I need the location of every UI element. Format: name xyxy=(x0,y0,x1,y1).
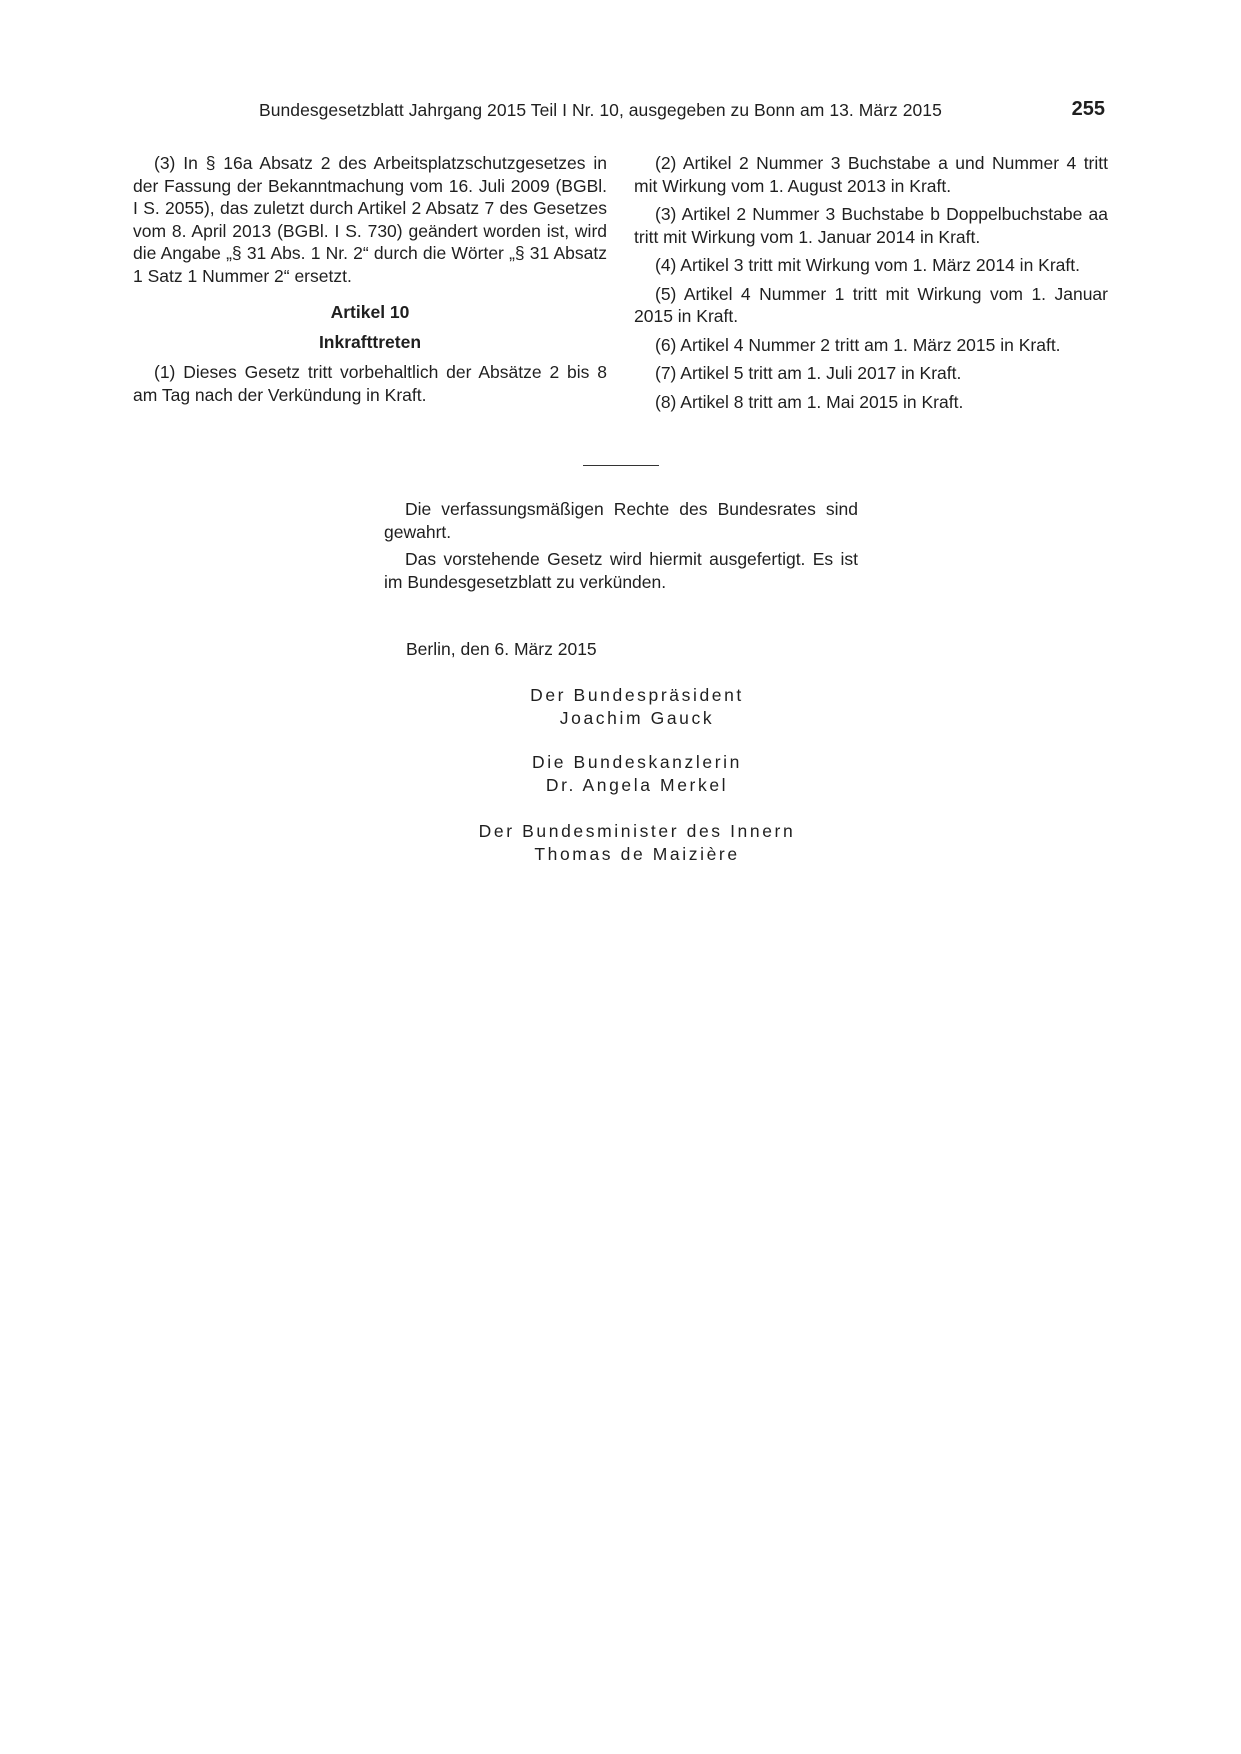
paragraph-5: (5) Artikel 4 Nummer 1 tritt mit Wirkung vom 1. Januar 2015 in Kraft. xyxy=(634,283,1108,326)
paragraph-6: (6) Artikel 4 Nummer 2 tritt am 1. März 2015 in Kraft. xyxy=(655,334,1061,355)
rights-statement: Die verfassungsmäßigen Rechte des Bundesrates sind gewahrt. xyxy=(384,499,858,542)
signature-block-chancellor xyxy=(332,751,942,797)
signature-block-interior-minister xyxy=(332,820,942,866)
left-column xyxy=(133,152,607,412)
closing-formula xyxy=(384,498,858,598)
paragraph-4: (4) Artikel 3 tritt mit Wirkung vom 1. März 2014 in Kraft. xyxy=(655,255,1080,275)
section-divider xyxy=(583,465,659,466)
place-and-date: Berlin, den 6. März 2015 xyxy=(406,639,597,659)
signatory-office: Der Bundespräsident xyxy=(530,685,744,705)
page-number: 255 xyxy=(1071,98,1105,120)
signatory-office: Der Bundesminister des Innern xyxy=(478,821,796,841)
paragraph-2: (2) Artikel 2 Nummer 3 Buchstabe a und Nummer 4 tritt mit Wirkung vom 1. August 2013 in Kraft. xyxy=(634,153,1108,196)
paragraph-3-amendment: (3) In § 16a Absatz 2 des Arbeitsplatzschutzgesetzes in der Fassung der Bekanntmachung vom 16. Juli 2009 (BGBl. I S. 2055), das zuletzt durch Artikel 2 Absatz 7 des Gesetzes vom 8. April 2013 (BGBl. I S. 730) geändert worden ist, wird die Angabe „§ 31 Abs. 1 Nr. 2“ durch die Wörter „§ 31 Absatz 1 Satz 1 Nummer 2“ ersetzt. xyxy=(133,153,607,286)
signature-block-president xyxy=(332,684,942,730)
signatory-name: Joachim Gauck xyxy=(559,708,715,728)
paragraph-7: (7) Artikel 5 tritt am 1. Juli 2017 in Kraft. xyxy=(655,363,962,383)
signatory-name: Thomas de Maizière xyxy=(534,844,740,864)
running-header: Bundesgesetzblatt Jahrgang 2015 Teil I Nr. 10, ausgegeben zu Bonn am 13. März 2015 xyxy=(259,100,942,120)
signatory-name: Dr. Angela Merkel xyxy=(545,775,729,795)
promulgation-statement: Das vorstehende Gesetz wird hiermit ausgefertigt. Es ist im Bundesgesetzblatt zu verkünden. xyxy=(384,549,858,592)
paragraph-1-entry-into-force: (1) Dieses Gesetz tritt vorbehaltlich der Absätze 2 bis 8 am Tag nach der Verkündung in Kraft. xyxy=(133,362,607,405)
paragraph-8: (8) Artikel 8 tritt am 1. Mai 2015 in Kraft. xyxy=(655,391,964,412)
paragraph-3: (3) Artikel 2 Nummer 3 Buchstabe b Doppelbuchstabe aa tritt mit Wirkung vom 1. Januar 2014 in Kraft. xyxy=(634,204,1108,247)
article-number-heading: Artikel 10 xyxy=(330,302,410,322)
signatory-office: Die Bundeskanzlerin xyxy=(532,752,742,772)
article-title-heading: Inkrafttreten xyxy=(318,332,422,352)
right-column xyxy=(634,152,1108,419)
